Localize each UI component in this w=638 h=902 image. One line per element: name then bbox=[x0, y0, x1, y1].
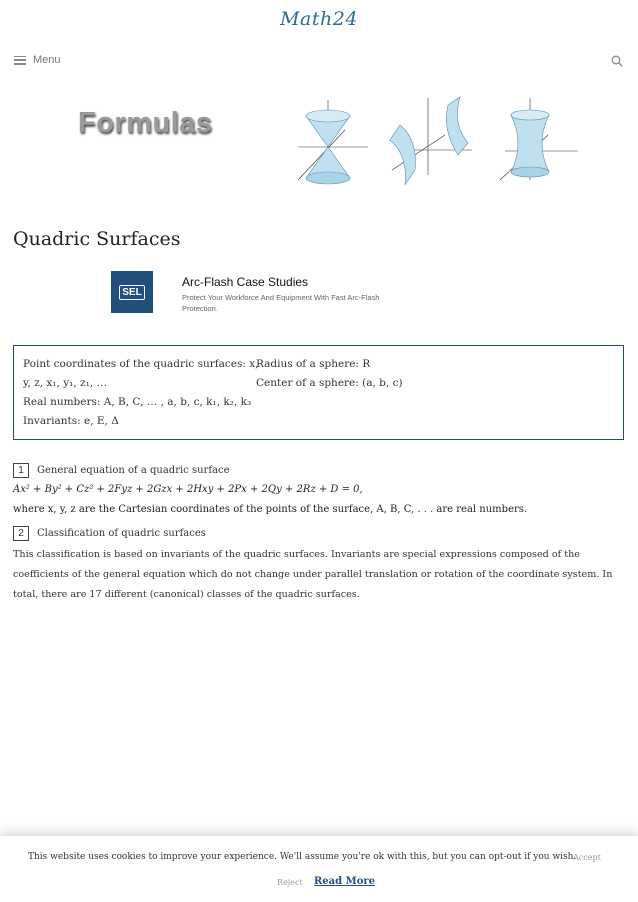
search-icon[interactable] bbox=[611, 55, 623, 67]
notation-sphere-radius: Radius of a sphere: R bbox=[256, 358, 371, 370]
ad-logo-text: SEL bbox=[119, 285, 144, 300]
notation-box bbox=[13, 345, 624, 440]
cookie-banner bbox=[0, 836, 638, 902]
hamburger-icon bbox=[14, 56, 26, 65]
read-more-link[interactable]: Read More bbox=[314, 876, 375, 887]
section-1-heading bbox=[13, 463, 230, 478]
notation-real-numbers: Real numbers: A, B, C, … , a, b, c, k₁, k₂, k₃ bbox=[23, 396, 252, 408]
ad-logo[interactable] bbox=[111, 271, 153, 313]
notation-point-coords: Point coordinates of the quadric surfaces: x, bbox=[23, 358, 259, 370]
menu-button[interactable] bbox=[14, 54, 61, 66]
notation-left bbox=[23, 355, 263, 431]
notation-sphere-center: Center of a sphere: (a, b, c) bbox=[256, 377, 403, 389]
section-number: 1 bbox=[13, 463, 29, 478]
ad-title[interactable]: Arc-Flash Case Studies bbox=[182, 275, 309, 289]
cone-figure bbox=[298, 100, 368, 184]
equation-note: where x, y, z are the Cartesian coordinates of the points of the surface, A, B, C, . . . are real numbers. bbox=[13, 504, 528, 515]
ad-description[interactable]: Protect Your Workforce And Equipment With Fast Arc-Flash Protection. bbox=[182, 293, 380, 313]
notation-point-coords-cont: y, z, x₁, y₁, z₁, … bbox=[23, 377, 107, 389]
page-title: Quadric Surfaces bbox=[13, 228, 181, 250]
section-title: General equation of a quadric surface bbox=[37, 465, 230, 476]
general-equation: Ax² + By² + Cz² + 2Fyz + 2Gzx + 2Hxy + 2Px + 2Qy + 2Rz + D = 0, bbox=[13, 484, 363, 495]
menu-label: Menu bbox=[33, 54, 61, 66]
hyperboloid-figure bbox=[500, 98, 578, 180]
hyperbolic-cylinder-figure bbox=[390, 97, 472, 185]
notation-invariants: Invariants: e, E, Δ bbox=[23, 415, 119, 427]
section-title: Classification of quadric surfaces bbox=[37, 528, 206, 539]
accept-button[interactable]: Accept bbox=[573, 853, 601, 862]
classification-paragraph: This classification is based on invariants of the quadric surfaces. Invariants are special expressions composed of the coefficients of the general equation which do not change under parallel translation or rotation of the coordinate system. In total, there are 17 different (canonical) classes of the quadric surfaces. bbox=[13, 549, 613, 600]
site-logo[interactable]: Math24 bbox=[280, 8, 358, 30]
notation-right bbox=[256, 355, 556, 393]
section-2-heading bbox=[13, 526, 206, 541]
reject-button[interactable]: Reject bbox=[277, 878, 303, 887]
cookie-message: This website uses cookies to improve your experience. We'll assume you're ok with this, but you can opt-out if you wish. bbox=[28, 852, 577, 862]
banner-title: Formulas bbox=[78, 107, 213, 139]
section-number: 2 bbox=[13, 526, 29, 541]
